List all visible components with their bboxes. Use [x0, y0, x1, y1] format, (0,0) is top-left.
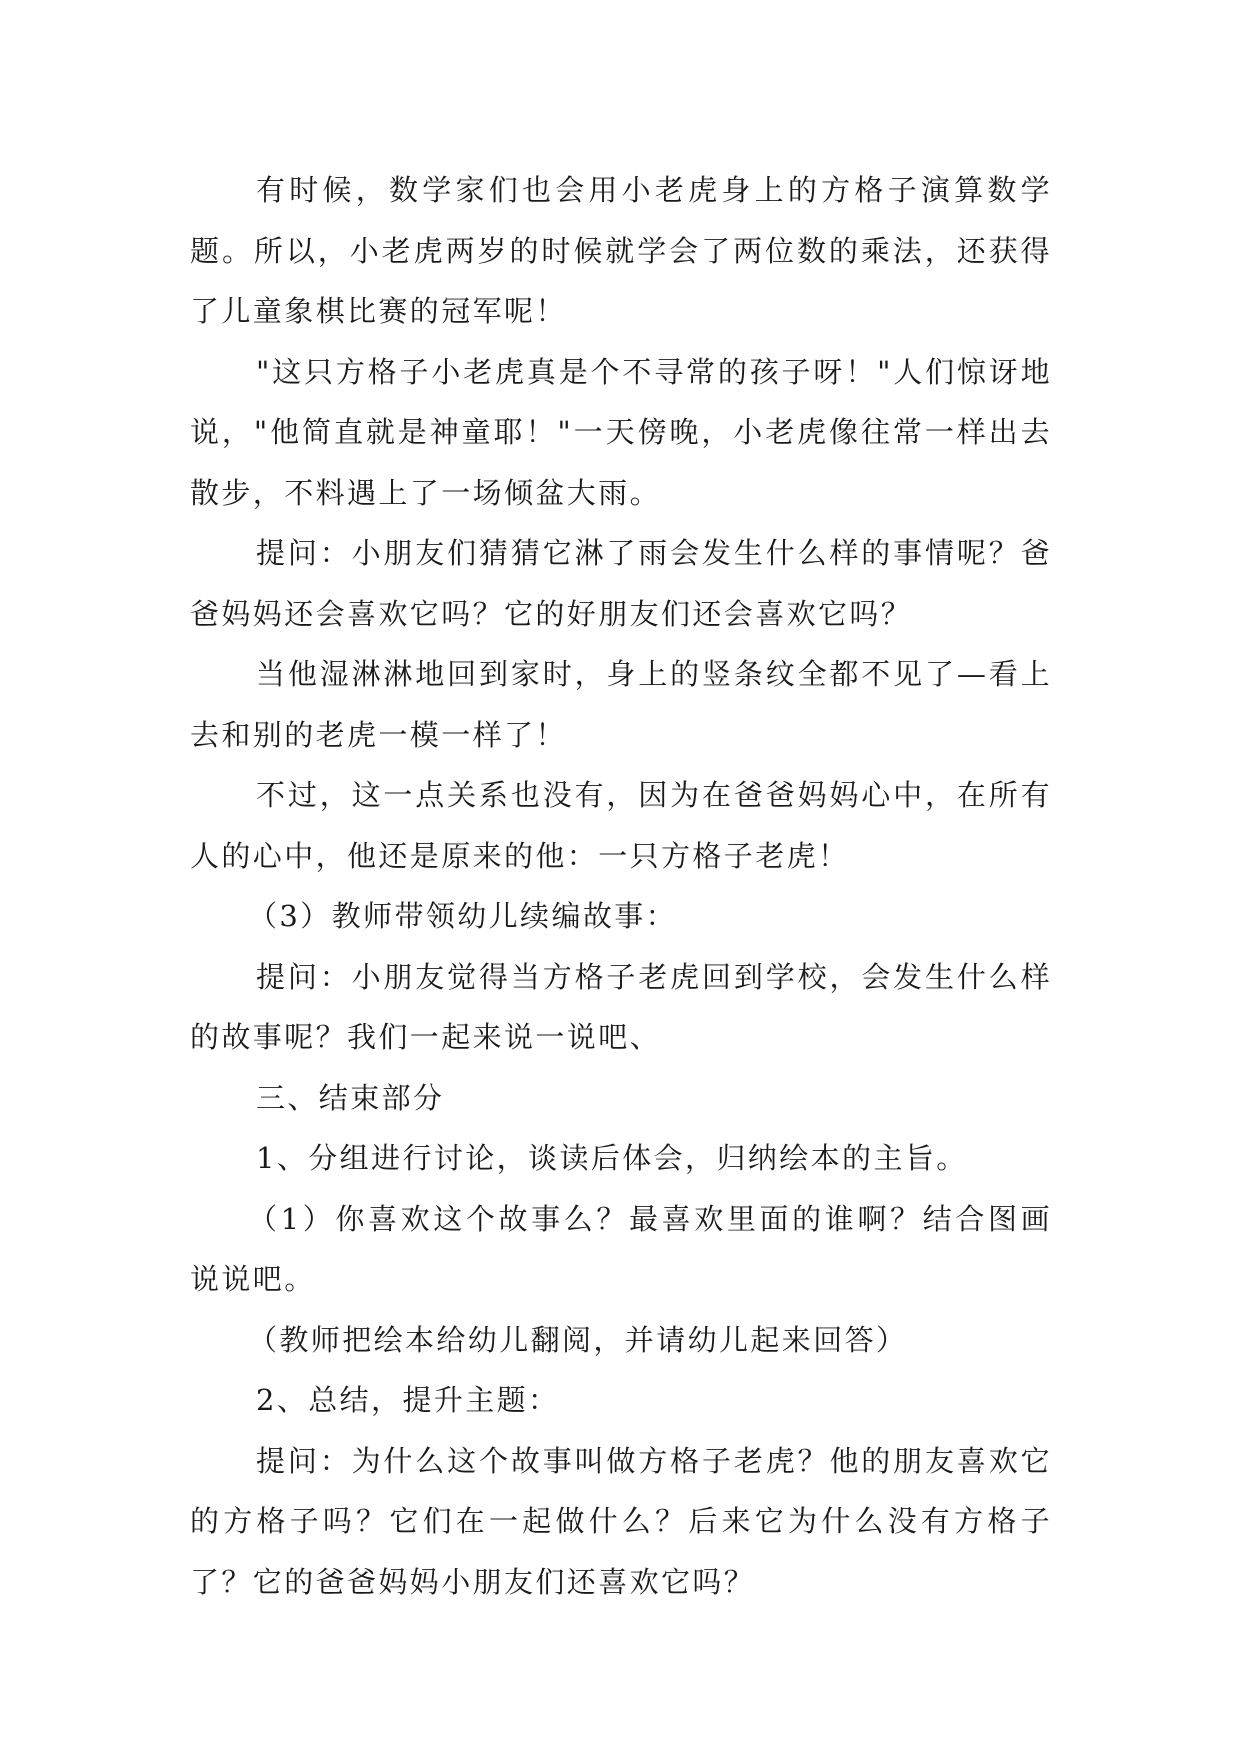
paragraph: （教师把绘本给幼儿翻阅，并请幼儿起来回答） — [248, 1322, 908, 1357]
paragraph: （3）教师带领幼儿续编故事： — [248, 899, 678, 933]
paragraph: 当他湿淋淋地回到家时，身上的竖条纹全都不见了—看上去和别的老虎一模一样了！ — [190, 657, 1052, 752]
paragraph: （1）你喜欢这个故事么？最喜欢里面的谁啊？结合图画说说吧。 — [190, 1201, 1052, 1296]
document-body — [190, 160, 1052, 1612]
paragraph: "这只方格子小老虎真是个不寻常的孩子呀！"人们惊讶地说，"他简直就是神童耶！"一天傍晚，小老虎像往常一样出去散步，不料遇上了一场倾盆大雨。 — [190, 354, 1052, 510]
paragraph: 不过，这一点关系也没有，因为在爸爸妈妈心中，在所有人的心中，他还是原来的他：一只方格子老虎！ — [190, 778, 1052, 873]
paragraph: 有时候，数学家们也会用小老虎身上的方格子演算数学题。所以，小老虎两岁的时候就学会了两位数的乘法，还获得了儿童象棋比赛的冠军呢！ — [190, 173, 1052, 328]
paragraph: 2、总结，提升主题： — [256, 1383, 560, 1417]
section-heading: 三、结束部分 — [256, 1080, 445, 1115]
paragraph: 1、分组进行讨论，谈读后体会，归纳绘本的主旨。 — [256, 1141, 968, 1175]
paragraph: 提问：小朋友觉得当方格子老虎回到学校，会发生什么样的故事呢？我们一起来说一说吧、 — [190, 959, 1052, 1054]
paragraph: 提问：小朋友们猜猜它淋了雨会发生什么样的事情呢？爸爸妈妈还会喜欢它吗？它的好朋友们还会喜欢它吗？ — [190, 536, 1052, 631]
paragraph: 提问：为什么这个故事叫做方格子老虎？他的朋友喜欢它的方格子吗？它们在一起做什么？后来它为什么没有方格子了？它的爸爸妈妈小朋友们还喜欢它吗？ — [190, 1443, 1052, 1599]
